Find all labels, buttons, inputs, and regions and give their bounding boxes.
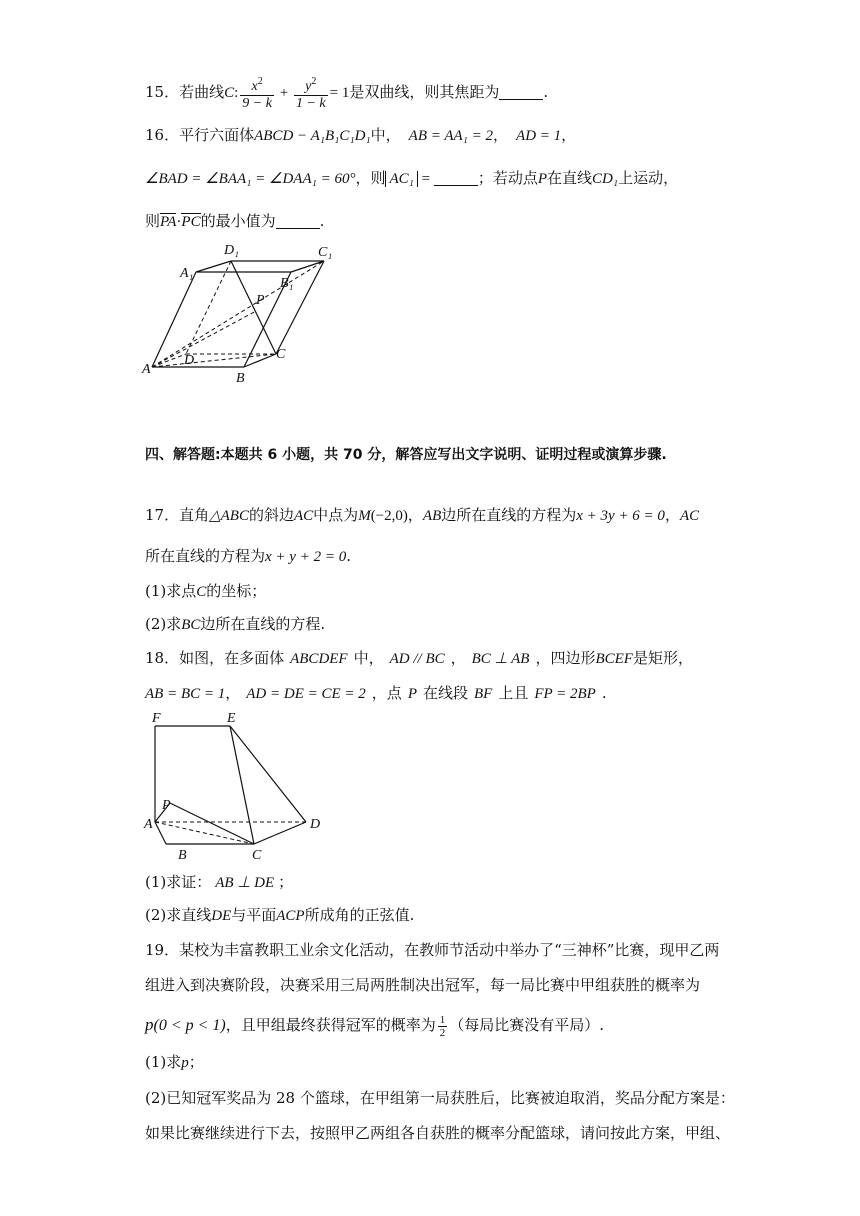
q15-prefix: 若曲线 <box>179 83 225 101</box>
edge-a1-d1 <box>196 261 231 272</box>
question-15: 15．若曲线C: $\frac{x^2}{9 - k}$ + $\frac{y^2}{1 - k}$ = 1是双曲线，则其焦距为 . <box>145 76 549 111</box>
q18-lengths-1: AB = BC = 1 <box>145 686 226 702</box>
q16-solid: ABCD − A₁B₁C₁D₁ <box>254 128 371 144</box>
q17-point-m-coords: (−2,0) <box>370 508 408 524</box>
q16-answer-blank-1[interactable] <box>434 171 478 186</box>
label-f: F <box>152 711 161 726</box>
q17-triangle: △ABC <box>209 508 249 524</box>
q18-solid: ABCDEF <box>290 651 348 667</box>
edge-d1-c <box>231 261 276 354</box>
label-c1: C₁ <box>318 245 333 260</box>
edge-p-c <box>170 803 254 844</box>
q19-number: 19． <box>145 941 180 959</box>
edge-e-c <box>230 726 254 844</box>
question-17-part1: (1)求点C的坐标； <box>145 582 267 600</box>
q15-number: 15． <box>145 83 180 101</box>
q16-angles: ∠BAD = ∠BAA₁ = ∠DAA₁ = 60° <box>145 171 356 187</box>
q18-number: 18． <box>145 649 180 667</box>
question-19-line2: 组进入到决赛阶段，决赛采用三局两胜制决出冠军，每一局比赛中甲组获胜的概率为 <box>145 976 701 994</box>
question-17-line2: 所在直线的方程为x + y + 2 = 0. <box>145 547 351 565</box>
label-d1: D₁ <box>224 243 239 258</box>
question-16-line1: 16．平行六面体ABCD − A₁B₁C₁D₁中， AB = AA₁ = 2， AD = 1， <box>145 126 577 144</box>
q15-equals-one: = 1 <box>329 85 350 101</box>
label-d: D <box>310 817 321 832</box>
question-16-line2: ∠BAD = ∠BAA₁ = ∠DAA₁ = 60°，则 AC₁ = ；若动点P在直线CD₁上运动， <box>145 169 679 187</box>
edge-e-d <box>230 726 306 822</box>
q15-suffix: 是双曲线，则其焦距为 <box>349 83 500 101</box>
question-19-part1: (1)求p； <box>145 1053 204 1071</box>
q15-colon: : <box>234 85 239 101</box>
q18-ratio: FP = 2BP <box>534 686 596 702</box>
question-17-part2: (2)求BC边所在直线的方程. <box>145 615 326 633</box>
q17-point-m: M <box>358 508 371 524</box>
segment-a-p <box>152 311 256 367</box>
section-4-heading: 四、解答题:本题共 6 小题，共 70 分，解答应写出文字说明、证明过程或演算步骤. <box>145 447 667 463</box>
label-a: A <box>144 817 153 832</box>
q16-number: 16． <box>145 126 180 144</box>
label-a1: A₁ <box>180 266 194 281</box>
question-17-line1: 17．直角△ABC的斜边AC中点为M(−2,0)，AB边所在直线的方程为x + 3y + 6 = 0，AC <box>145 506 700 524</box>
label-b: B <box>236 371 245 386</box>
q16-condition-ad: AD = 1 <box>516 128 562 144</box>
question-18-part2: (2)求直线DE与平面ACP所成角的正弦值. <box>145 906 415 924</box>
edge-c-d <box>254 822 306 844</box>
label-c: C <box>276 347 286 362</box>
label-a: A <box>142 362 151 377</box>
label-d: D <box>184 353 195 368</box>
question-19-line3: p(0 < p < 1)，且甲组最终获得冠军的概率为 $\frac{1}{2}$ （每局比赛没有平局）. <box>145 1013 605 1039</box>
q18-lengths-2: AD = DE = CE = 2 <box>246 686 366 702</box>
label-p: P <box>162 798 171 813</box>
edge-c1-c <box>276 261 324 354</box>
question-18-line1: 18．如图，在多面体 ABCDEF 中， AD // BC ， BC ⊥ AB ，四边形BCEF是矩形， <box>145 649 693 667</box>
question-16-line3: 则PA·PC的最小值为 . <box>145 212 325 230</box>
q16-vector-pc: PC <box>181 214 201 230</box>
q17-line-ac-equation: x + y + 2 = 0 <box>265 549 347 565</box>
polyhedron-figure <box>140 706 340 866</box>
q18-parallel-condition: AD // BC <box>389 651 445 667</box>
question-18-line2: AB = BC = 1， AD = DE = CE = 2 ，点 P 在线段 BF 上且 FP = 2BP . <box>145 684 607 702</box>
question-19-part2-line2: 如果比赛继续进行下去，按照甲乙两组各自获胜的概率分配篮球，请问按此方案，甲组、 <box>145 1124 731 1142</box>
q18-prove-statement: AB ⊥ DE <box>215 875 275 891</box>
q15-fraction-x: $\frac{x^2}{9 - k}$ <box>242 76 272 111</box>
q19-p-condition: (0 < p < 1) <box>153 1017 226 1034</box>
q15-answer-blank[interactable] <box>499 85 543 100</box>
question-19-line1: 19．某校为丰富教职工业余文化活动，在教师节活动中举办了“三神杯”比赛，现甲乙两 <box>145 941 720 959</box>
q16-condition-ab: AB = AA₁ = 2 <box>408 128 494 144</box>
q16-answer-blank-2[interactable] <box>276 214 320 229</box>
q18-perpendicular-condition: BC ⊥ AB <box>471 651 530 667</box>
q17-line-ab-equation: x + 3y + 6 = 0 <box>576 508 665 524</box>
label-p: P <box>256 293 265 308</box>
label-b1: B₁ <box>280 276 294 291</box>
q18-rectangle: BCEF <box>595 651 633 667</box>
edge-a-b <box>155 822 166 844</box>
parallelepiped-figure <box>140 236 340 386</box>
q15-curve-name: C <box>224 85 235 101</box>
question-18-part1: (1)求证： AB ⊥ DE ； <box>145 873 294 891</box>
diagonal-a-c1 <box>152 261 324 367</box>
question-19-part2-line1: (2)已知冠军奖品为 28 个篮球，在甲组第一局获胜后，比赛被迫取消，奖品分配方案是： <box>145 1089 735 1107</box>
label-b: B <box>178 848 187 863</box>
q15-fraction-y: $\frac{y^2}{1 - k}$ <box>295 76 326 111</box>
q19-half-fraction: $\frac{1}{2}$ <box>439 1013 446 1039</box>
q16-ac1-magnitude: AC₁ <box>385 171 417 187</box>
label-e: E <box>227 711 236 726</box>
q17-number: 17． <box>145 506 180 524</box>
q16-vector-pa: PA <box>160 214 177 230</box>
label-c: C <box>252 848 262 863</box>
diagonal-a-c <box>155 822 254 844</box>
